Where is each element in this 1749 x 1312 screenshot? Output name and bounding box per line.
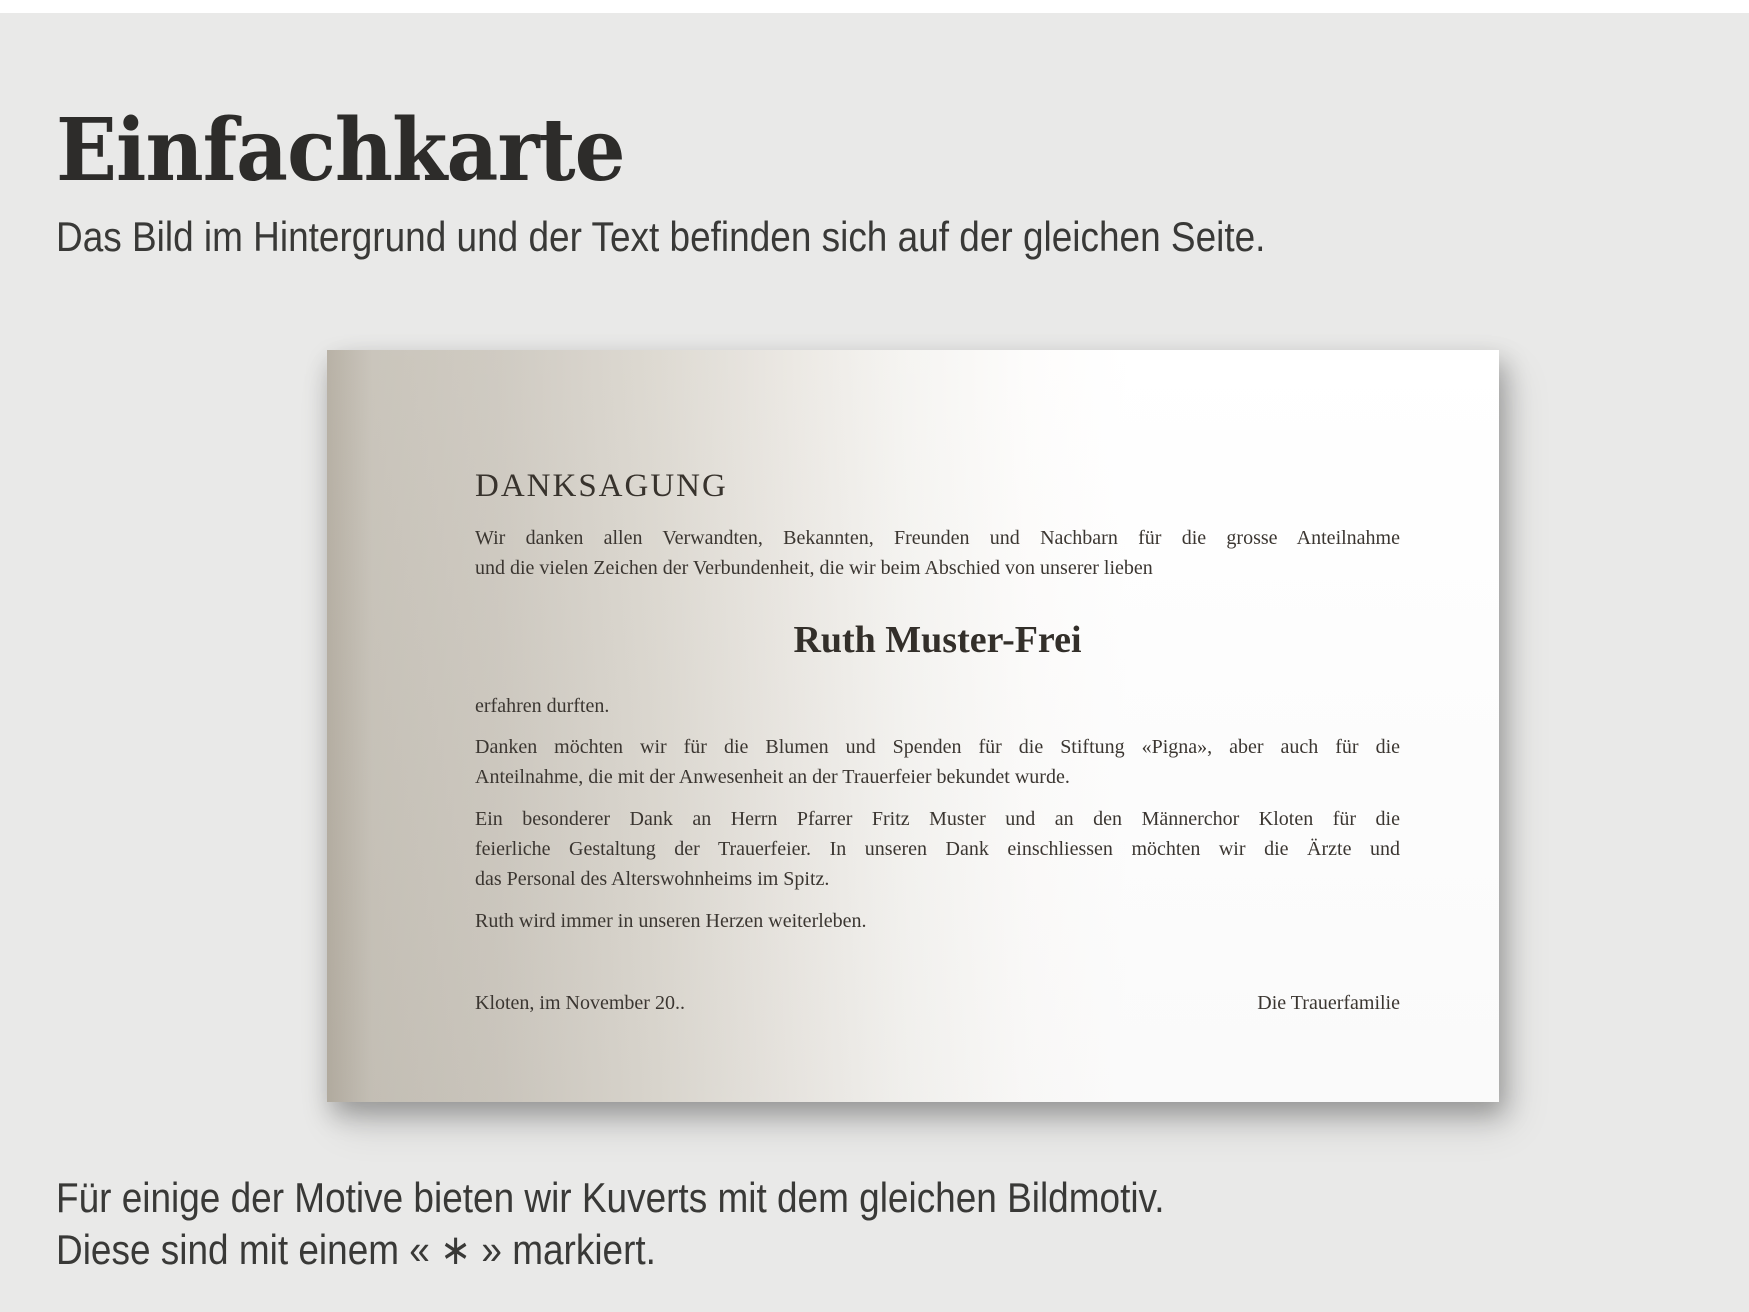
page-subtitle: Das Bild im Hintergrund und der Text befinden sich auf der gleichen Seite.: [56, 213, 1266, 260]
top-bar: [0, 0, 1749, 13]
card-paragraph-herzen: Ruth wird immer in unseren Herzen weiterleben.: [475, 909, 867, 932]
card-family-signature: Die Trauerfamilie: [1257, 991, 1400, 1014]
page-title: Einfachkarte: [56, 99, 625, 201]
footer-note-line-1: Für einige der Motive bieten wir Kuverts mit dem gleichen Bildmotiv.: [56, 1174, 1165, 1221]
card-content: [475, 350, 1400, 1018]
card-paragraph-dank: Ein besonderer Dank an Herrn Pfarrer Fritz Muster und an den Männerchor Kloten für die feierliche Gestaltung der Trauerfeier. In unseren Dank einschliessen möchten wir die Ärzte und das Personal des Alterswohnheims im Spitz.: [475, 807, 1400, 890]
deceased-name: Ruth Muster-Frei: [793, 618, 1082, 661]
page-footer-note: [56, 1172, 1165, 1276]
footer-note-line-2: Diese sind mit einem « ∗ » markiert.: [56, 1226, 656, 1273]
card-heading: DANKSAGUNG: [475, 468, 728, 504]
card-paragraph-erfahren: erfahren durften.: [475, 694, 610, 717]
card-preview: [327, 350, 1499, 1102]
card-paragraph-danken: Danken möchten wir für die Blumen und Spenden für die Stiftung «Pigna», aber auch für die Anteilnahme, die mit der Anwesenheit an der Trauerfeier bekundet wurde.: [475, 735, 1400, 788]
card-footer: [475, 988, 1400, 1018]
card-place-date: Kloten, im November 20..: [475, 991, 685, 1014]
card-paragraph-intro: Wir danken allen Verwandten, Bekannten, Freunden und Nachbarn für die grosse Anteilnahme und die vielen Zeichen der Verbundenheit, die wir beim Abschied von unserer lieben: [475, 526, 1400, 579]
